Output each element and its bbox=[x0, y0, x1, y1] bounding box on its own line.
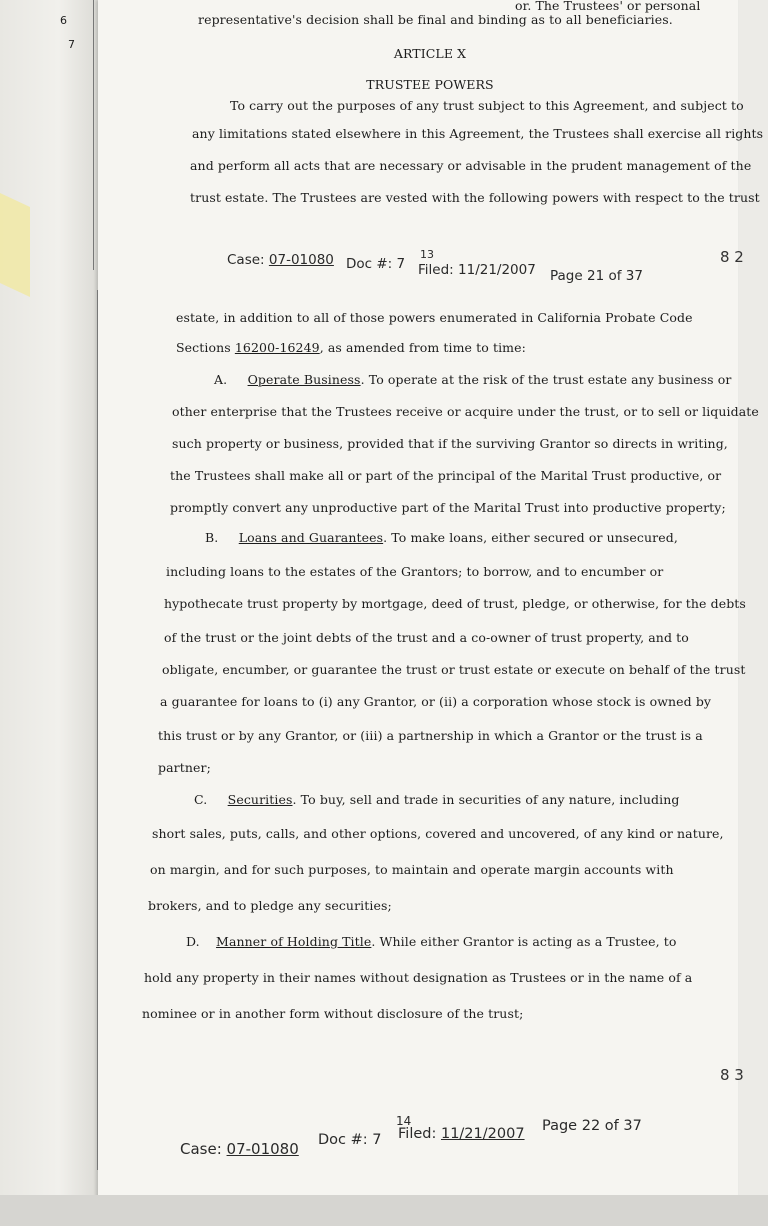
footer1-filed-label: Filed: bbox=[418, 262, 454, 278]
footer2-case bbox=[180, 1140, 299, 1158]
item-b-line-2: hypothecate trust property by mortgage, deed of trust, pledge, or otherwise, for the debts bbox=[164, 596, 746, 611]
footer2-filed-label: Filed: bbox=[398, 1126, 437, 1142]
footer2-case-value: 07-01080 bbox=[226, 1140, 299, 1158]
sticky-note-tab bbox=[0, 193, 30, 297]
item-b-letter: B. bbox=[205, 530, 219, 545]
item-d-letter: D. bbox=[186, 934, 200, 949]
footer2-page: Page 22 of 37 bbox=[542, 1118, 642, 1134]
item-a-heading: Operate Business bbox=[247, 372, 361, 387]
footer2-num: 14 bbox=[396, 1114, 412, 1128]
item-c-line-1: short sales, puts, calls, and other options, covered and uncovered, of any kind or nature, bbox=[152, 826, 724, 841]
page2-line-2-suffix: , as amended from time to time: bbox=[319, 340, 526, 355]
footer2-doc bbox=[318, 1132, 382, 1148]
item-b-first-line bbox=[205, 530, 678, 545]
corner-mark-6: 6 bbox=[60, 14, 68, 27]
item-b-line-7: partner; bbox=[158, 760, 211, 775]
footer2-doc-label: Doc #: bbox=[318, 1132, 368, 1148]
item-b-line-4: obligate, encumber, or guarantee the trust or trust estate or execute on behalf of the trust bbox=[162, 662, 746, 677]
item-a-first-line bbox=[214, 372, 731, 387]
item-d-first-line bbox=[186, 934, 677, 949]
intro-line-3: and perform all acts that are necessary or advisable in the prudent management of the bbox=[190, 158, 752, 173]
corner-mark-7: 7 bbox=[68, 38, 76, 51]
item-a-first: . To operate at the risk of the trust estate any business or bbox=[360, 372, 732, 387]
footer2-case-label: Case: bbox=[180, 1140, 222, 1158]
bottom-edge bbox=[0, 1195, 768, 1226]
item-d-line-1: hold any property in their names without designation as Trustees or in the name of a bbox=[144, 970, 693, 985]
intro-line-4: trust estate. The Trustees are vested with the following powers with respect to the trust bbox=[190, 190, 760, 205]
footer1-case-label: Case: bbox=[227, 252, 265, 268]
item-b-line-5: a guarantee for loans to (i) any Grantor, or (ii) a corporation whose stock is owned by bbox=[160, 694, 712, 709]
statute-range: 16200-16249 bbox=[234, 340, 320, 355]
item-b-first: . To make loans, either secured or unsecured, bbox=[383, 530, 678, 545]
item-d-line-2: nominee or in another form without disclosure of the trust; bbox=[142, 1006, 524, 1021]
item-d-first: . While either Grantor is acting as a Trustee, to bbox=[371, 934, 677, 949]
footer1-case bbox=[227, 252, 334, 268]
margin-number-1: 8 2 bbox=[720, 248, 744, 266]
item-b-heading: Loans and Guarantees bbox=[238, 530, 384, 545]
item-a-line-4: promptly convert any unproductive part of the Marital Trust into productive property; bbox=[170, 500, 726, 515]
item-c-heading: Securities bbox=[227, 792, 293, 807]
footer2-doc-value: 7 bbox=[372, 1132, 382, 1148]
footer1-doc-label: Doc #: bbox=[346, 256, 393, 272]
item-a-letter: A. bbox=[214, 372, 228, 387]
footer1-filed-value: 11/21/2007 bbox=[458, 262, 536, 278]
item-b-line-1: including loans to the estates of the Grantors; to borrow, and to encumber or bbox=[166, 564, 664, 579]
item-b-line-6: this trust or by any Grantor, or (iii) a partnership in which a Grantor or the trust is a bbox=[158, 728, 703, 743]
item-a-line-1: other enterprise that the Trustees receive or acquire under the trust, or to sell or liquidate bbox=[172, 404, 759, 419]
item-c-line-2: on margin, and for such purposes, to maintain and operate margin accounts with bbox=[150, 862, 674, 877]
top-line: representative's decision shall be final and binding as to all beneficiaries. bbox=[198, 12, 673, 27]
article-number: ARTICLE X bbox=[393, 46, 467, 61]
item-c-first-line bbox=[194, 792, 679, 807]
page2-line-2 bbox=[176, 340, 526, 355]
footer1-doc-value: 7 bbox=[396, 256, 406, 272]
left-rule-1 bbox=[93, 0, 94, 270]
item-d-heading: Manner of Holding Title bbox=[216, 934, 372, 949]
footer1-case-value: 07-01080 bbox=[268, 252, 334, 268]
item-a-line-2: such property or business, provided that if the surviving Grantor so directs in writing, bbox=[172, 436, 728, 451]
item-b-line-3: of the trust or the joint debts of the trust and a co-owner of trust property, and to bbox=[164, 630, 689, 645]
item-a-line-3: the Trustees shall make all or part of the principal of the Marital Trust productive, or bbox=[170, 468, 722, 483]
footer2-filed-value: 11/21/2007 bbox=[440, 1126, 525, 1142]
page2-line-1: estate, in addition to all of those powers enumerated in California Probate Code bbox=[176, 310, 693, 325]
item-c-line-3: brokers, and to pledge any securities; bbox=[148, 898, 392, 913]
top-fragment: or. The Trustees' or personal bbox=[515, 0, 701, 13]
page2-line-2-prefix: Sections bbox=[176, 340, 235, 355]
item-c-letter: C. bbox=[194, 792, 208, 807]
footer1-num: 13 bbox=[420, 248, 434, 261]
margin-number-2: 8 3 bbox=[720, 1066, 744, 1084]
intro-line-2: any limitations stated elsewhere in this Agreement, the Trustees shall exercise all rights bbox=[192, 126, 764, 141]
footer1-doc bbox=[346, 256, 405, 272]
article-title: TRUSTEE POWERS bbox=[366, 77, 494, 92]
footer1-page: Page 21 of 37 bbox=[550, 268, 643, 284]
footer1-filed bbox=[418, 262, 536, 278]
item-c-first: . To buy, sell and trade in securities of any nature, including bbox=[292, 792, 680, 807]
background-left bbox=[0, 0, 98, 1226]
footer2-filed bbox=[398, 1126, 525, 1142]
left-rule-2 bbox=[97, 290, 98, 1170]
intro-line-1: To carry out the purposes of any trust subject to this Agreement, and subject to bbox=[230, 98, 744, 113]
